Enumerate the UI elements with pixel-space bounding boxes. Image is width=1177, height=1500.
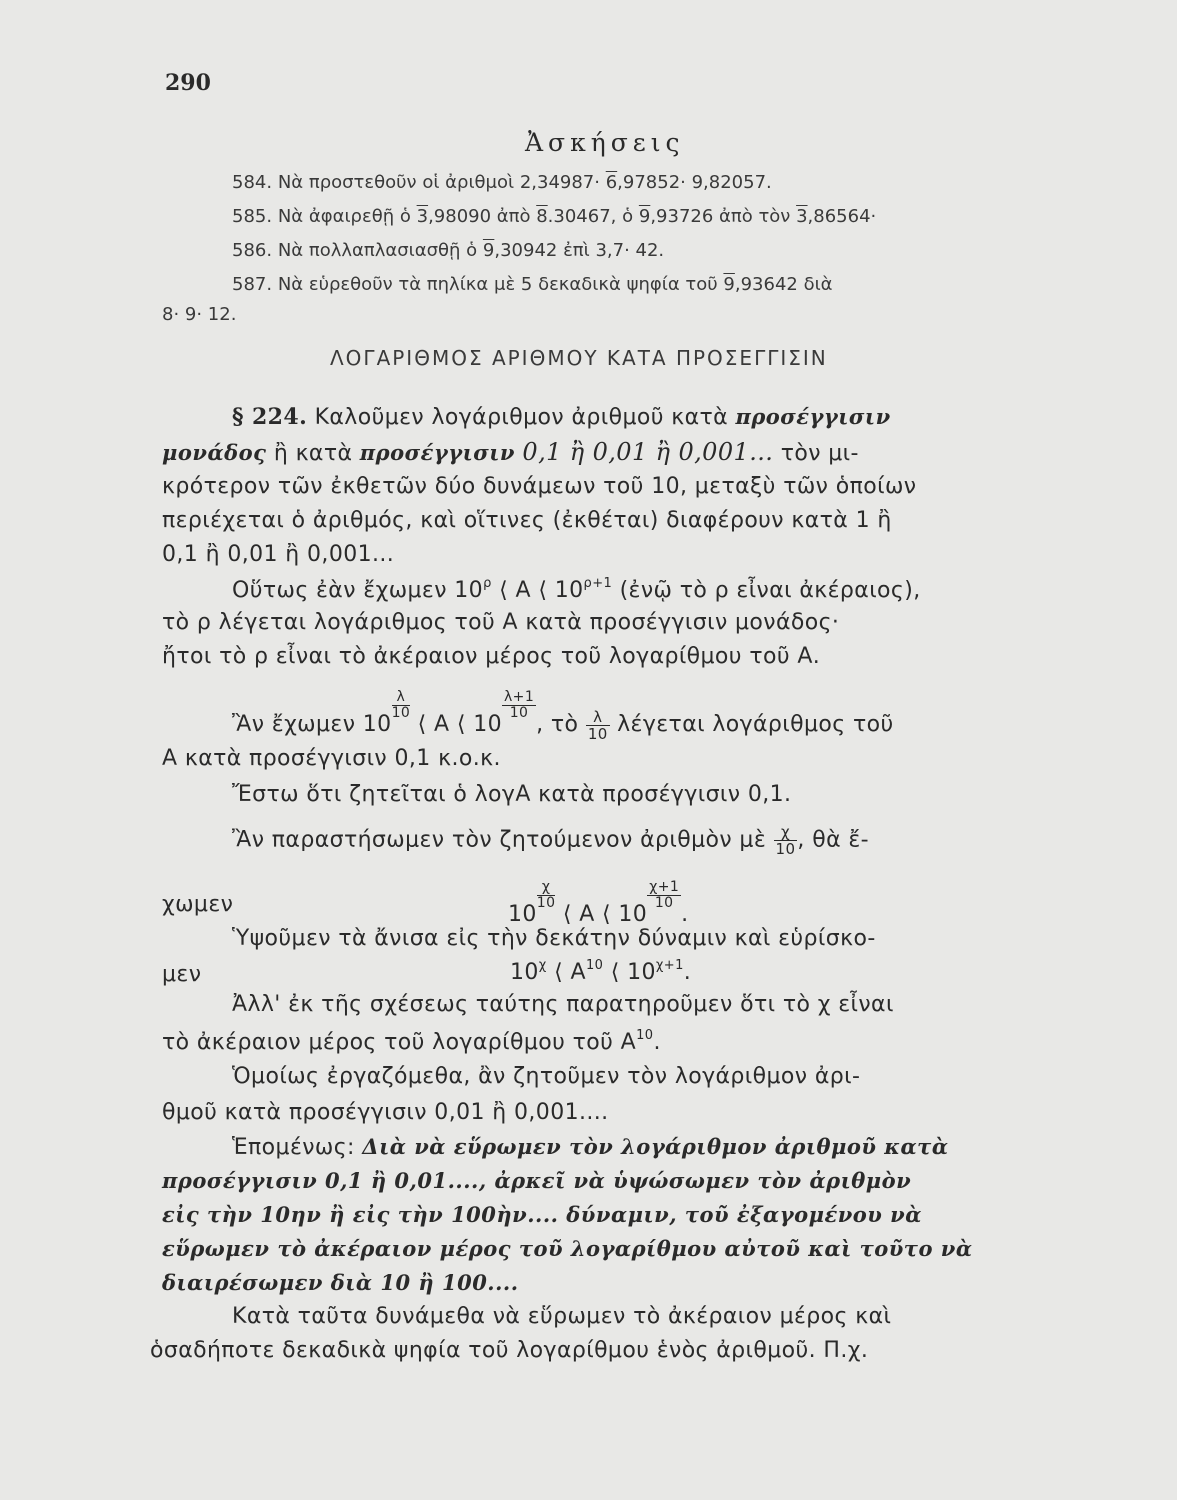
rule-line-21: προσέγγισιν 0,1 ἢ 0,01...., ἀρκεῖ νὰ ὑψώσωμεν τὸν ἀριθμὸν	[162, 1168, 912, 1193]
paragraph-224-line-3: κρότερον τῶν ἐκθετῶν δύο δυνάμεων τοῦ 10, μεταξὺ τῶν ὁποίων	[162, 474, 917, 499]
exercise-587: 587. Νὰ εὑρεθοῦν τὰ πηλίκα μὲ 5 δεκαδικὰ ψηφία τοῦ 9,93642 διὰ	[232, 274, 833, 295]
paragraph-line-26: ὁσαδήποτε δεκαδικὰ ψηφία τοῦ λογαρίθμου ἑνὸς ἀριθμοῦ. Π.χ.	[150, 1338, 869, 1363]
section-title: ΛΟΓΑΡΙΘΜΟΣ ΑΡΙΘΜΟΥ ΚΑΤΑ ΠΡΟΣΕΓΓΙΣΙΝ	[330, 346, 828, 370]
paragraph-line-13-label: χωμεν	[162, 892, 234, 917]
exercises-heading: Ἀσκήσεις	[525, 128, 685, 157]
exercise-585: 585. Νὰ ἀφαιρεθῇ ὁ 3,98090 ἀπὸ 8.30467, ὁ 9,93726 ἀπὸ τὸν 3,86564·	[232, 206, 877, 227]
inequality-line-9: Ἂν ἔχωμεν 10 $\frac{\lambda}{10}$ ⟨ Α ⟨ 10 $\frac{\lambda+1}{10}$ , τὸ $\frac{\lambda}{10}$ λέγεται λογάριθμος τοῦ	[232, 689, 894, 743]
fraction-lambda-over-10: $\frac{\lambda}{10}$	[587, 707, 608, 743]
paragraph-224-line-4: περιέχεται ὁ ἀριθμός, καὶ οἵτινες (ἐκθέται) διαφέρουν κατὰ 1 ἢ	[162, 508, 892, 533]
exponent-chi-over-10: $\frac{\chi}{10}$	[536, 879, 556, 911]
page-number: 290	[165, 70, 211, 96]
exercise-587-continuation: 8· 9· 12.	[162, 304, 237, 325]
fraction-chi-over-10: $\frac{\chi}{10}$	[775, 823, 796, 858]
section-number: § 224.	[232, 404, 308, 430]
paragraph-224-line-2: μονάδος ἢ κατὰ προσέγγισιν 0,1 ἢ 0,01 ἢ 0,001... τὸν μι-	[162, 438, 859, 466]
paragraph-line-10: Α κατὰ προσέγγισιν 0,1 κ.ο.κ.	[162, 746, 501, 771]
rule-line-22: εἰς τὴν 10ην ἢ εἰς τὴν 100ὴν.... δύναμιν, τοῦ ἐξαγομένου νὰ	[162, 1202, 922, 1227]
inequality-line-15: $10^\chi$ ⟨ $A^{10}$ ⟨ $10^{\chi+1}$.	[510, 958, 692, 985]
paragraph-line-11: Ἔστω ὅτι ζητεῖται ὁ λογΑ κατὰ προσέγγισιν 0,1.	[232, 782, 792, 807]
paragraph-line-8: ἤτοι τὸ ρ εἶναι τὸ ἀκέραιον μέρος τοῦ λογαρίθμου τοῦ Α.	[162, 644, 821, 669]
paragraph-line-19: θμοῦ κατὰ προσέγγισιν 0,01 ἢ 0,001....	[162, 1100, 609, 1125]
exponent-lambda-over-10: $\frac{\lambda}{10}$	[391, 689, 411, 721]
paragraph-line-18: Ὁμοίως ἐργαζόμεθα, ἂν ζητοῦμεν τὸν λογάριθμον ἀρι-	[232, 1064, 861, 1089]
exponent-chi-plus-1-over-10: $\frac{\chi+1}{10}$	[649, 879, 680, 911]
paragraph-line-14: Ὑψοῦμεν τὰ ἄνισα εἰς τὴν δεκάτην δύναμιν καὶ εὑρίσκο-	[232, 926, 876, 951]
paragraph-line-6: Οὕτως ἐὰν ἔχωμεν $10^\rho$ ⟨ Α ⟨ $10^{\rho+1}$ (ἐνῷ τὸ ρ εἶναι ἀκέραιος),	[232, 576, 921, 603]
paragraph-line-17: τὸ ἀκέραιον μέρος τοῦ λογαρίθμου τοῦ $A^{10}$.	[162, 1028, 661, 1055]
paragraph-line-7: τὸ ρ λέγεται λογάριθμος τοῦ Α κατὰ προσέγγισιν μονάδος·	[162, 610, 840, 635]
rule-line-24: διαιρέσωμεν διὰ 10 ἢ 100....	[162, 1270, 519, 1295]
paragraph-line-12: Ἂν παραστήσωμεν τὸν ζητούμενον ἀριθμὸν μὲ $\frac{\chi}{10}$ , θὰ ἔ-	[232, 823, 869, 858]
rule-line-20: Ἑπομένως: Διὰ νὰ εὕρωμεν τὸν λογάριθμον ἀριθμοῦ κατὰ	[232, 1134, 949, 1160]
paragraph-line-15-label: μεν	[162, 962, 202, 987]
rule-line-23: εὕρωμεν τὸ ἀκέραιον μέρος τοῦ λογαρίθμου αὐτοῦ καὶ τοῦτο νὰ	[162, 1236, 973, 1261]
paragraph-224-line-5: 0,1 ἢ 0,01 ἢ 0,001...	[162, 542, 395, 567]
exercise-586: 586. Νὰ πολλαπλασιασθῇ ὁ 9,30942 ἐπὶ 3,7· 42.	[232, 240, 665, 261]
exercise-584: 584. Νὰ προστεθοῦν οἱ ἀριθμοὶ 2,34987· 6,97852· 9,82057.	[232, 172, 772, 193]
paragraph-line-16: Ἀλλ' ἐκ τῆς σχέσεως ταύτης παρατηροῦμεν ὅτι τὸ χ εἶναι	[232, 992, 894, 1017]
paragraph-224-line-1: § 224. Καλοῦμεν λογάριθμον ἀριθμοῦ κατὰ προσέγγισιν	[232, 404, 891, 430]
exponent-lambda-plus-1-over-10: $\frac{\lambda+1}{10}$	[504, 689, 535, 721]
inequality-line-13: 10 $\frac{\chi}{10}$ ⟨ Α ⟨ 10 $\frac{\chi+1}{10}$ .	[508, 879, 689, 927]
paragraph-line-25: Κατὰ ταῦτα δυνάμεθα νὰ εὕρωμεν τὸ ἀκέραιον μέρος καὶ	[232, 1304, 892, 1329]
